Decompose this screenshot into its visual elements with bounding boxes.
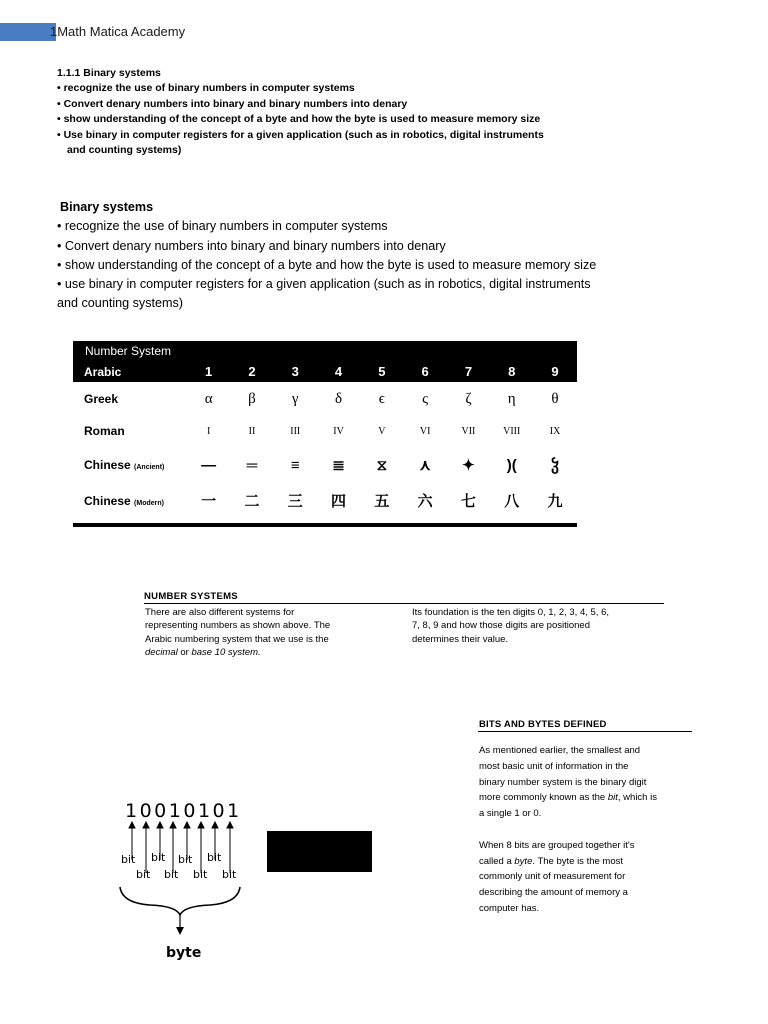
number-systems-divider: [144, 603, 664, 604]
bit-label: bit: [193, 868, 208, 881]
table-cell: IV: [333, 425, 344, 437]
binary-number: 10010101: [125, 800, 242, 822]
table-cell: ჴ: [551, 457, 559, 474]
italic-term: decimal: [145, 646, 178, 658]
text-fragment: . The byte is the most: [532, 855, 624, 867]
table-cell: η: [507, 390, 516, 407]
text-line: commonly unit of measurement for: [479, 871, 626, 883]
table-row-chinese-modern: [73, 484, 577, 517]
text-line: [479, 790, 709, 806]
bit-labels: [121, 851, 237, 881]
table-cell: ⧖: [376, 456, 388, 474]
header-accent-bar: [0, 23, 56, 41]
bits-bytes-text: [479, 743, 709, 917]
text-line: When 8 bits are grouped together it's: [479, 839, 635, 851]
table-cell: 七: [460, 493, 476, 510]
table-cell: ζ: [465, 390, 472, 407]
objective-item: • show understanding of the concept of a byte and how the byte is used to measure memory size: [57, 113, 541, 126]
table-cell: 3: [291, 364, 299, 379]
bit-label: bit: [136, 868, 151, 881]
row-label: Arabic: [84, 364, 122, 379]
row-label-sub: (Ancient): [134, 464, 165, 471]
text-line: As mentioned earlier, the smallest and: [479, 745, 641, 756]
row-label: Greek: [84, 392, 119, 406]
arrow-head: [184, 822, 190, 828]
text-line: There are also different systems for: [145, 607, 295, 618]
objective-continuation: and counting systems): [67, 144, 182, 157]
binary-systems-title: Binary systems: [60, 200, 154, 214]
table-cell: 1: [205, 364, 213, 379]
table-cell: ✦: [462, 457, 475, 474]
bit-label: bit: [151, 851, 166, 864]
binary-systems-item: • use binary in computer registers for a given application (such as in robotics, digital instruments: [57, 277, 591, 292]
table-row-roman: [73, 416, 577, 446]
row-label-text: Chinese: [84, 458, 131, 472]
header-title: 1Math Matica Academy: [50, 24, 186, 39]
table-cell: 八: [504, 493, 520, 510]
row-label: [73, 458, 187, 472]
table-cell: θ: [551, 390, 559, 407]
bits-bytes-title: BITS AND BYTES DEFINED: [479, 719, 607, 730]
italic-term: bit: [607, 792, 618, 804]
table-cell: 8: [508, 364, 516, 379]
objective-item: • Convert denary numbers into binary and binary numbers into denary: [57, 97, 408, 110]
table-cell: 2: [248, 364, 256, 379]
table-cell: 5: [378, 364, 386, 379]
objective-item: • Use binary in computer registers for a given application (such as in robotics, digital instruments: [57, 128, 544, 141]
text-line: Arabic numbering system that we use is the: [145, 633, 329, 645]
table-cell: 一: [201, 493, 217, 510]
bit-label: bit: [207, 851, 222, 864]
table-cell: 四: [331, 493, 347, 510]
bit-label: bit: [222, 868, 237, 881]
number-system-caption: Number System: [73, 341, 577, 361]
bit-byte-diagram: [110, 795, 260, 970]
table-cell: α: [204, 390, 213, 407]
table-cell: ς: [422, 390, 429, 407]
table-cell: 二: [244, 493, 260, 510]
table-row-chinese-ancient: [73, 446, 577, 484]
binary-systems-block: [57, 198, 596, 314]
objectives-block: [57, 66, 544, 158]
italic-term: base 10 system.: [191, 646, 261, 658]
table-cell: VII: [461, 425, 476, 437]
table-cell: VI: [419, 425, 431, 437]
text-line: determines their value.: [412, 633, 509, 645]
arrow-head: [212, 822, 218, 828]
row-label: [73, 494, 187, 508]
arrow-head: [143, 822, 149, 828]
number-systems-left-text: [145, 606, 395, 659]
table-cell: III: [290, 425, 301, 437]
arrow-head: [170, 822, 176, 828]
table-cell: 五: [374, 493, 390, 510]
table-cell: 7: [464, 364, 473, 379]
table-cell: 4: [334, 364, 343, 379]
table-cell: ϵ: [378, 390, 385, 407]
text-line: [479, 854, 709, 870]
text-line: representing numbers as shown above. The: [145, 620, 331, 632]
table-cell: δ: [335, 390, 343, 407]
row-label: Roman: [84, 424, 125, 438]
table-cell: —: [201, 456, 217, 474]
binary-systems-continuation: and counting systems): [57, 296, 183, 311]
table-cell: ≡: [290, 456, 300, 474]
text-line: Its foundation is the ten digits 0, 1, 2, 3, 4, 5, 6,: [412, 607, 609, 618]
arrow-head: [198, 822, 204, 828]
table-cell: ≣: [332, 457, 345, 474]
arrow-head: [129, 822, 135, 828]
paragraph-gap: [479, 822, 709, 838]
text-fragment: , which is: [617, 792, 657, 804]
bit-label: bit: [164, 868, 179, 881]
table-cell: β: [248, 390, 256, 407]
byte-brace: [120, 887, 240, 915]
bit-label: bit: [121, 853, 136, 866]
text-line: computer has.: [479, 902, 540, 914]
number-systems-title: NUMBER SYSTEMS: [144, 591, 238, 602]
text-line: describing the amount of memory a: [479, 887, 628, 899]
table-cell: 6: [421, 364, 429, 379]
table-cell: 九: [547, 493, 563, 510]
binary-systems-item: • recognize the use of binary numbers in computer systems: [57, 219, 388, 234]
table-cell: 9: [551, 364, 559, 379]
binary-systems-item: • Convert denary numbers into binary and binary numbers into denary: [57, 238, 446, 253]
italic-term: byte: [514, 855, 533, 867]
text-fragment: called a: [479, 855, 515, 867]
table-cell: VIII: [503, 425, 521, 437]
table-cell: V: [378, 425, 386, 437]
row-label-sub: (Modern): [134, 499, 164, 507]
table-cell: 六: [417, 493, 433, 510]
objective-item: • recognize the use of binary numbers in computer systems: [57, 82, 355, 95]
text-fragment: more commonly known as the: [479, 792, 608, 804]
table-cell: I: [206, 425, 211, 437]
table-cell: II: [248, 425, 256, 437]
table-cell: ⋏: [419, 457, 431, 474]
black-redaction-box: [267, 831, 372, 872]
bit-label: bit: [178, 853, 193, 866]
table-cell: IX: [549, 425, 561, 437]
table-cell: )(: [506, 456, 517, 474]
text-line: most basic unit of information in the: [479, 760, 629, 772]
text-line: 7, 8, 9 and how those digits are positioned: [412, 620, 590, 632]
number-systems-right-text: [412, 606, 672, 646]
table-cell: ═: [246, 456, 258, 474]
table-row-greek: [73, 382, 577, 416]
arrow-head: [157, 822, 163, 828]
text-fragment: or: [177, 646, 192, 658]
table-row-arabic: [73, 361, 577, 382]
bits-bytes-divider: [478, 731, 692, 732]
text-line: [145, 646, 395, 659]
objectives-title: 1.1.1 Binary systems: [57, 67, 161, 79]
binary-systems-item: • show understanding of the concept of a byte and how the byte is used to measure memory size: [57, 257, 597, 272]
table-cell: γ: [291, 390, 299, 407]
row-label-text: Chinese: [84, 493, 131, 508]
byte-arrow-head: [176, 927, 184, 935]
text-line: binary number system is the binary digit: [479, 776, 647, 788]
text-line: a single 1 or 0.: [479, 808, 542, 820]
table-cell: 三: [287, 493, 303, 510]
arrow-head: [227, 822, 233, 828]
number-system-table: [73, 341, 577, 527]
byte-label: byte: [166, 945, 202, 961]
